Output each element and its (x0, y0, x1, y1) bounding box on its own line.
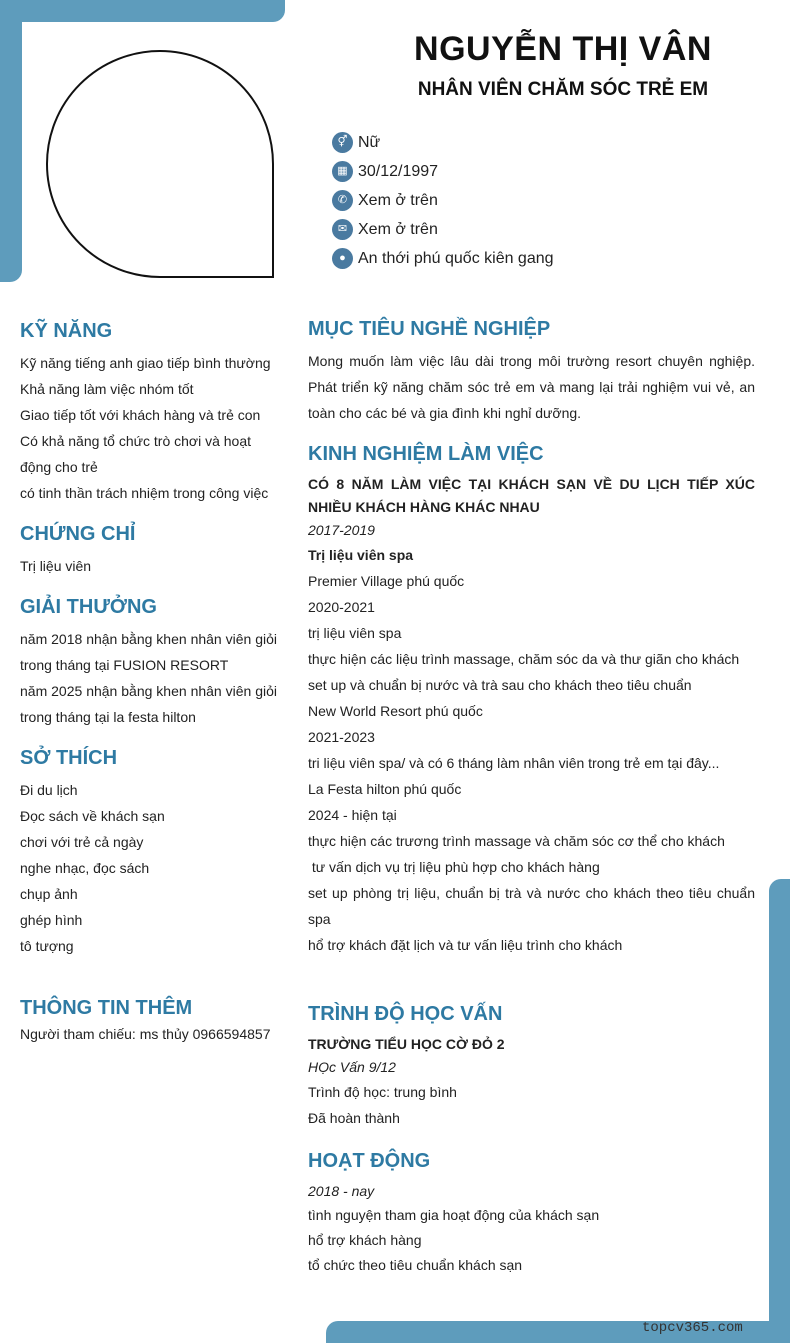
candidate-name: NGUYỄN THỊ VÂN (414, 30, 712, 68)
contact-email (332, 215, 554, 244)
education-line: Trình độ học: trung bình (308, 1084, 457, 1100)
experience-company: CÓ 8 NĂM LÀM VIỆC TẠI KHÁCH SẠN VỀ DU LỊCH TIẾP XÚC NHIỀU KHÁCH HÀNG KHÁC NHAU (308, 476, 755, 515)
experience-line: hổ trợ khách đặt lịch và tư vấn liệu trình cho khách (308, 937, 623, 953)
skill-item: Khả năng làm việc nhóm tốt (20, 381, 194, 397)
hobby-item: ghép hình (20, 912, 83, 928)
experience-section (308, 441, 755, 958)
certificate-item: Trị liệu viên (20, 558, 92, 574)
education-heading: TRÌNH ĐỘ HỌC VẤN (308, 1003, 503, 1025)
contact-phone-text: Xem ở trên (358, 191, 438, 209)
experience-line: tư vấn dịch vụ trị liệu phù hợp cho khách hàng (308, 859, 600, 875)
awards-heading: GIẢI THƯỞNG (20, 596, 157, 618)
hobbies-heading: SỞ THÍCH (20, 747, 118, 769)
hobby-item: chụp ảnh (20, 886, 78, 902)
experience-line: 2024 - hiện tại (308, 807, 397, 823)
education-line: Đã hoàn thành (308, 1110, 400, 1126)
calendar-icon: ▦ (332, 161, 353, 182)
experience-line: Premier Village phú quốc (308, 573, 465, 589)
experience-line: tri liệu viên spa/ và có 6 tháng làm nhân viên trong trẻ em tại đây... (308, 755, 720, 771)
skill-item: Giao tiếp tốt với khách hàng và trẻ con (20, 407, 261, 423)
watermark: topcv365.com (642, 1320, 743, 1336)
right-corner-bar (769, 879, 790, 1343)
objective-section (308, 316, 755, 426)
skills-heading: KỸ NĂNG (20, 320, 113, 342)
experience-line: thực hiện các trương trình massage và chăm sóc cơ thể cho khách (308, 833, 725, 849)
experience-line: New World Resort phú quốc (308, 703, 483, 719)
hobby-item: tô tượng (20, 938, 74, 954)
hobby-item: chơi với trẻ cả ngày (20, 834, 144, 850)
contact-list (332, 128, 554, 273)
education-school: TRƯỜNG TIỂU HỌC CỜ ĐỎ 2 (308, 1036, 505, 1052)
profile-photo (46, 50, 274, 278)
experience-line: 2021-2023 (308, 729, 375, 745)
award-item: năm 2018 nhận bằng khen nhân viên giỏi trong tháng tại FUSION RESORT (20, 631, 277, 673)
additional-info-text: Người tham chiếu: ms thủy 0966594857 (20, 1026, 271, 1042)
experience-line: set up phòng trị liệu, chuẩn bị trà và nước cho khách theo tiêu chuẩn spa (308, 885, 755, 927)
experience-heading: KINH NGHIỆM LÀM VIỆC (308, 443, 544, 465)
activities-period: 2018 - nay (308, 1183, 375, 1199)
contact-email-text: Xem ở trên (358, 220, 438, 238)
certificates-section (20, 521, 277, 579)
contact-gender (332, 128, 554, 157)
awards-section (20, 594, 277, 730)
experience-period: 2017-2019 (308, 522, 375, 538)
activities-heading: HOẠT ĐỘNG (308, 1150, 431, 1172)
contact-address-text: An thới phú quốc kiên gang (358, 249, 554, 267)
phone-icon: ✆ (332, 190, 353, 211)
contact-gender-text: Nữ (358, 133, 381, 151)
email-icon: ✉ (332, 219, 353, 240)
contact-address (332, 244, 554, 273)
activities-section (308, 1148, 755, 1278)
left-corner-bar (0, 0, 22, 282)
skill-item: có tinh thần trách nhiệm trong công việc (20, 485, 269, 501)
hobby-item: Đọc sách về khách sạn (20, 808, 165, 824)
additional-info-section (20, 995, 277, 1047)
objective-heading: MỤC TIÊU NGHỀ NGHIỆP (308, 318, 551, 340)
skill-item: Có khả năng tổ chức trò chơi và hoạt động cho trẻ (20, 433, 252, 475)
experience-line: 2020-2021 (308, 599, 375, 615)
gender-icon: ⚥ (332, 132, 353, 153)
experience-line: La Festa hilton phú quốc (308, 781, 462, 797)
activity-line: tình nguyện tham gia hoạt động của khách sạn (308, 1207, 600, 1223)
job-title: NHÂN VIÊN CHĂM SÓC TRẺ EM (417, 79, 709, 100)
objective-text: Mong muốn làm việc lâu dài trong môi trường resort chuyên nghiệp. Phát triển kỹ năng chăm sóc trẻ em và mang lại trải nghiệm vui vẻ, an toàn cho các bé và gia đình khi nghỉ dưỡng. (308, 353, 755, 421)
experience-line: trị liệu viên spa (308, 625, 402, 641)
certificates-heading: CHỨNG CHỈ (20, 523, 136, 545)
activity-line: hổ trợ khách hàng (308, 1232, 422, 1248)
contact-birthday-text: 30/12/1997 (358, 162, 439, 180)
award-item: năm 2025 nhận bằng khen nhân viên giỏi trong tháng tại la festa hilton (20, 683, 277, 725)
experience-line: set up và chuẩn bị nước và trà sau cho khách theo tiêu chuẩn (308, 677, 692, 693)
experience-role: Trị liệu viên spa (308, 547, 414, 563)
activity-line: tổ chức theo tiêu chuẩn khách sạn (308, 1257, 523, 1273)
skills-section (20, 318, 277, 506)
education-period: HỌc Vấn 9/12 (308, 1059, 396, 1075)
education-section (308, 1001, 755, 1131)
hobbies-section (20, 745, 277, 959)
hobby-item: Đi du lịch (20, 782, 78, 798)
contact-phone (332, 186, 554, 215)
additional-info-heading: THÔNG TIN THÊM (20, 997, 193, 1019)
experience-line: thực hiện các liệu trình massage, chăm sóc da và thư giãn cho khách (308, 651, 740, 667)
contact-birthday (332, 157, 554, 186)
location-icon: ● (332, 248, 353, 269)
skill-item: Kỹ năng tiếng anh giao tiếp bình thường (20, 355, 271, 371)
top-left-corner-bar (0, 0, 285, 22)
hobby-item: nghe nhạc, đọc sách (20, 860, 150, 876)
